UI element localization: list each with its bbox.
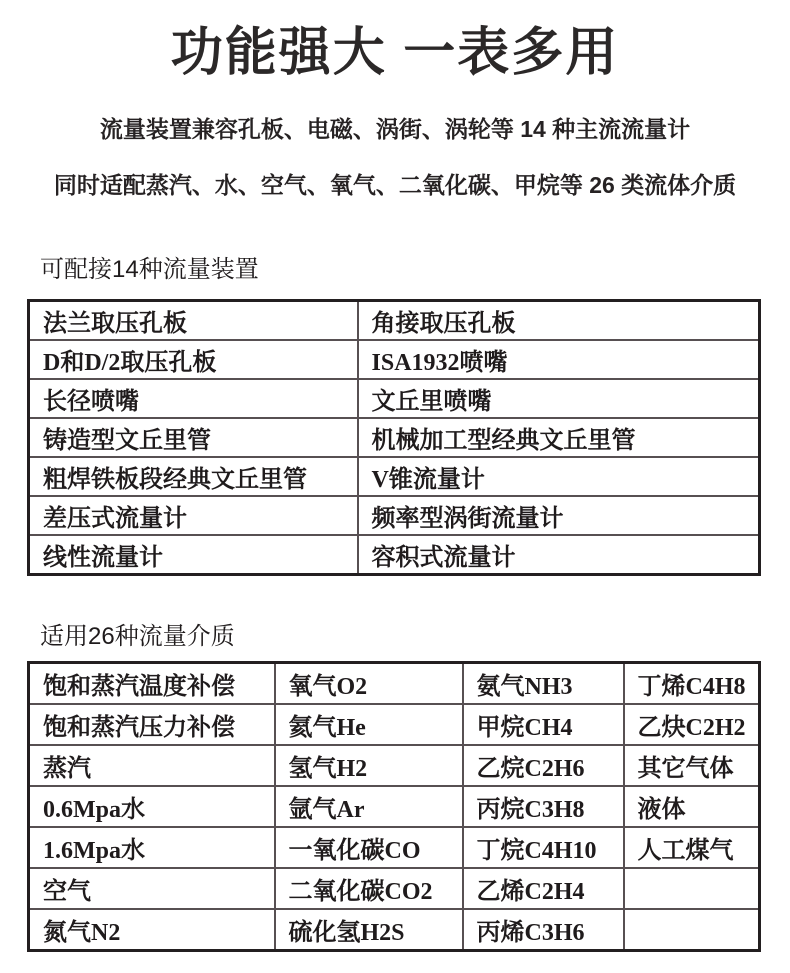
table-cell: 0.6Mpa水	[29, 786, 275, 827]
subtitle-line-1: 流量装置兼容孔板、电磁、涡街、涡轮等 14 种主流流量计	[99, 115, 691, 142]
table-cell: 乙烷C2H6	[463, 745, 624, 786]
table-cell: 角接取压孔板	[358, 300, 760, 340]
table-row	[29, 868, 760, 909]
table-cell: 蒸汽	[29, 745, 275, 786]
table-cell: 线性流量计	[29, 535, 358, 575]
table-cell: ISA1932喷嘴	[358, 340, 760, 379]
media-table	[27, 661, 761, 952]
table-cell: 乙炔C2H2	[624, 704, 760, 745]
table-cell: 机械加工型经典文丘里管	[358, 418, 760, 457]
table-cell: 丁烷C4H10	[463, 827, 624, 868]
table-row	[29, 786, 760, 827]
table-cell	[624, 909, 760, 951]
table-cell: 1.6Mpa水	[29, 827, 275, 868]
table-row	[29, 704, 760, 745]
table-cell: 空气	[29, 868, 275, 909]
subtitle-line-2: 同时适配蒸汽、水、空气、氧气、二氧化碳、甲烷等 26 类流体介质	[53, 171, 737, 198]
table-cell: 粗焊铁板段经典文丘里管	[29, 457, 358, 496]
table-row	[29, 379, 760, 418]
devices-table	[27, 299, 761, 576]
table-row	[29, 457, 760, 496]
table-cell: 一氧化碳CO	[275, 827, 463, 868]
table-cell: 丙烷C3H8	[463, 786, 624, 827]
table-cell: 差压式流量计	[29, 496, 358, 535]
table-cell: 长径喷嘴	[29, 379, 358, 418]
table-cell: 甲烷CH4	[463, 704, 624, 745]
media-section-heading: 适用26种流量介质	[40, 622, 235, 650]
table-cell: 饱和蒸汽温度补偿	[29, 662, 275, 704]
table-row	[29, 418, 760, 457]
table-cell: 饱和蒸汽压力补偿	[29, 704, 275, 745]
table-cell: 文丘里喷嘴	[358, 379, 760, 418]
table-cell: 丁烯C4H8	[624, 662, 760, 704]
table-cell: 二氧化碳CO2	[275, 868, 463, 909]
table-cell: 频率型涡街流量计	[358, 496, 760, 535]
table-cell: 丙烯C3H6	[463, 909, 624, 951]
table-cell	[624, 868, 760, 909]
table-cell: 氦气He	[275, 704, 463, 745]
table-cell: D和D/2取压孔板	[29, 340, 358, 379]
table-cell: 人工煤气	[624, 827, 760, 868]
table-row	[29, 662, 760, 704]
table-cell: 氩气Ar	[275, 786, 463, 827]
table-row	[29, 496, 760, 535]
table-cell: 氮气N2	[29, 909, 275, 951]
table-cell: 液体	[624, 786, 760, 827]
table-cell: 法兰取压孔板	[29, 300, 358, 340]
table-row	[29, 827, 760, 868]
table-row	[29, 535, 760, 575]
devices-section-heading: 可配接14种流量装置	[40, 255, 259, 283]
table-cell: V锥流量计	[358, 457, 760, 496]
table-cell: 乙烯C2H4	[463, 868, 624, 909]
table-cell: 容积式流量计	[358, 535, 760, 575]
table-cell: 铸造型文丘里管	[29, 418, 358, 457]
table-row	[29, 745, 760, 786]
table-cell: 其它气体	[624, 745, 760, 786]
table-cell: 氨气NH3	[463, 662, 624, 704]
table-cell: 氢气H2	[275, 745, 463, 786]
table-cell: 硫化氢H2S	[275, 909, 463, 951]
page-title: 功能强大 一表多用	[170, 24, 620, 82]
table-row	[29, 300, 760, 340]
product-feature-page	[0, 24, 790, 973]
table-row	[29, 340, 760, 379]
table-row	[29, 909, 760, 951]
table-cell: 氧气O2	[275, 662, 463, 704]
